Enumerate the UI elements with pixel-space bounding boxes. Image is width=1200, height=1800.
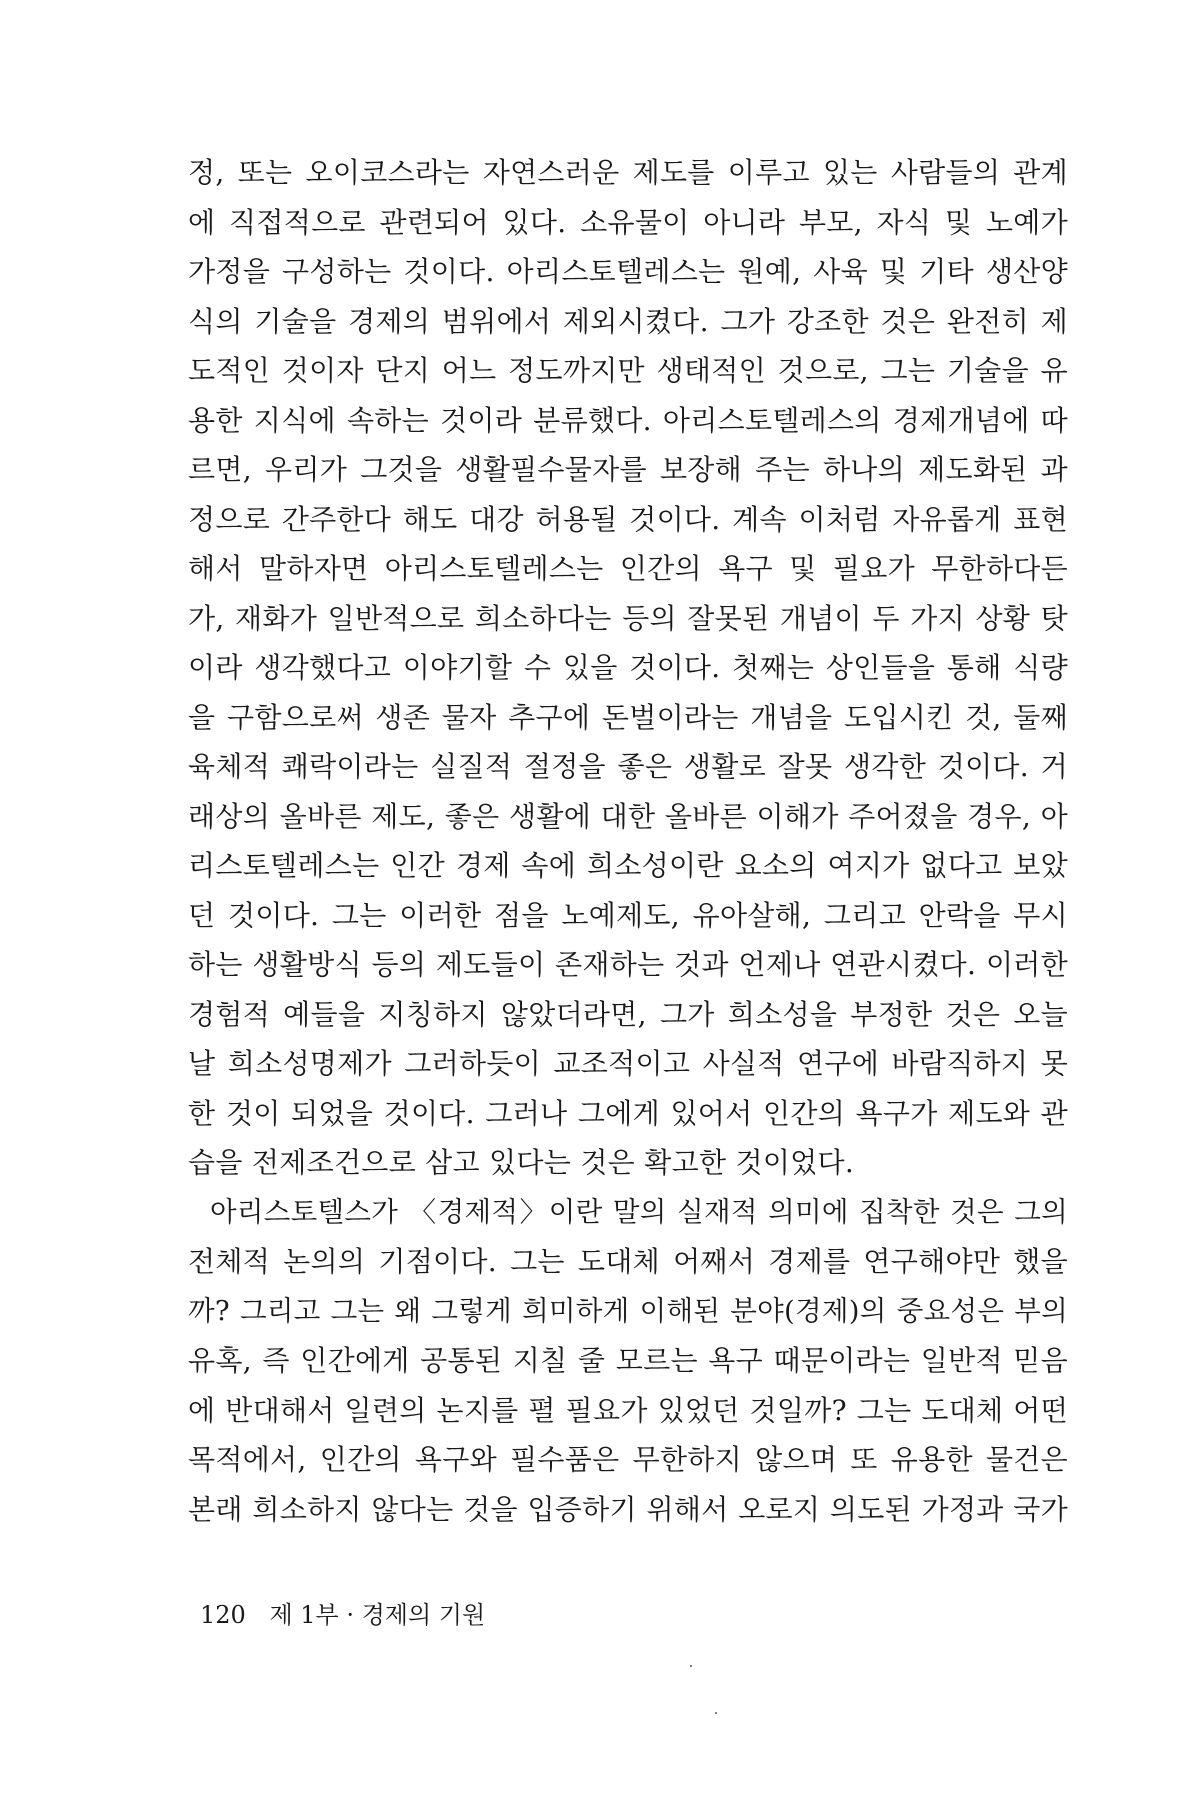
text-line: 정으로 간주한다 해도 대강 허용될 것이다. 계속 이처럼 자유롭게 표현: [188, 502, 1068, 536]
running-footer-title: 제 1부 · 경제의 기원: [269, 1601, 486, 1629]
text-line: 경험적 예들을 지칭하지 않았더라면, 그가 희소성을 부정한 것은 오늘: [188, 997, 1068, 1031]
text-line: 리스토텔레스는 인간 경제 속에 희소성이란 요소의 여지가 없다고 보았: [188, 849, 1068, 882]
body-text: [188, 148, 1068, 1534]
text-line: 에 반대해서 일련의 논지를 펼 필요가 있었던 것일까? 그는 도대체 어떤: [188, 1393, 1068, 1427]
text-line: 날 희소성명제가 그러하듯이 교조적이고 사실적 연구에 바람직하지 못: [188, 1047, 1068, 1080]
text-line: 아리스토텔스가 〈경제적〉이란 말의 실재적 의미에 집착한 것은 그의: [210, 1195, 1068, 1228]
text-line: 용한 지식에 속하는 것이라 분류했다. 아리스토텔레스의 경제개념에 따: [188, 403, 1068, 437]
text-line: 정, 또는 오이코스라는 자연스러운 제도를 이루고 있는 사람들의 관계: [188, 156, 1068, 189]
text-line: 유혹, 즉 인간에게 공통된 지칠 줄 모르는 욕구 때문이라는 일반적 믿음: [188, 1344, 1068, 1377]
text-line: 래상의 올바른 제도, 좋은 생활에 대한 올바른 이해가 주어졌을 경우, 아: [188, 799, 1068, 833]
text-line: 르면, 우리가 그것을 생활필수물자를 보장해 주는 하나의 제도화된 과: [188, 453, 1068, 486]
text-line: 가정을 구성하는 것이다. 아리스토텔레스는 원예, 사육 및 기타 생산양: [188, 255, 1068, 288]
text-line: 목적에서, 인간의 욕구와 필수품은 무한하지 않으며 또 유용한 물건은: [188, 1443, 1068, 1476]
text-line: 식의 기술을 경제의 범위에서 제외시켰다. 그가 강조한 것은 완전히 제: [188, 304, 1068, 338]
text-line: 본래 희소하지 않다는 것을 입증하기 위해서 오로지 의도된 가정과 국가: [188, 1492, 1068, 1526]
text-line: 한 것이 되었을 것이다. 그러나 그에게 있어서 인간의 욕구가 제도와 관: [188, 1096, 1068, 1130]
text-line: 습을 전제조건으로 삼고 있다는 것은 확고한 것이었다.: [188, 1146, 855, 1179]
text-line: 도적인 것이자 단지 어느 정도까지만 생태적인 것으로, 그는 기술을 유: [188, 354, 1068, 387]
scan-speck: [715, 1712, 717, 1714]
page-footer: [200, 1600, 485, 1630]
text-line: 전체적 논의의 기점이다. 그는 도대체 어째서 경제를 연구해야만 했을: [188, 1245, 1068, 1278]
scan-speck: [690, 1665, 692, 1667]
text-line: 해서 말하자면 아리스토텔레스는 인간의 욕구 및 필요가 무한하다든: [188, 552, 1068, 585]
page-number: 120: [200, 1601, 246, 1629]
text-line: 가, 재화가 일반적으로 희소하다는 등의 잘못된 개념이 두 가지 상황 탓: [188, 601, 1068, 635]
text-line: 던 것이다. 그는 이러한 점을 노예제도, 유아살해, 그리고 안락을 무시: [188, 898, 1068, 932]
text-line: 하는 생활방식 등의 제도들이 존재하는 것과 언제나 연관시켰다. 이러한: [188, 948, 1068, 981]
text-line: 을 구함으로써 생존 물자 추구에 돈벌이라는 개념을 도입시킨 것, 둘째: [188, 700, 1068, 734]
text-line: 에 직접적으로 관련되어 있다. 소유물이 아니라 부모, 자식 및 노예가: [188, 205, 1068, 239]
text-line: 까? 그리고 그는 왜 그렇게 희미하게 이해된 분야(경제)의 중요성은 부의: [188, 1294, 1068, 1327]
text-line: 이라 생각했다고 이야기할 수 있을 것이다. 첫째는 상인들을 통해 식량: [188, 651, 1068, 684]
text-line: 육체적 쾌락이라는 실질적 절정을 좋은 생활로 잘못 생각한 것이다. 거: [188, 750, 1068, 783]
